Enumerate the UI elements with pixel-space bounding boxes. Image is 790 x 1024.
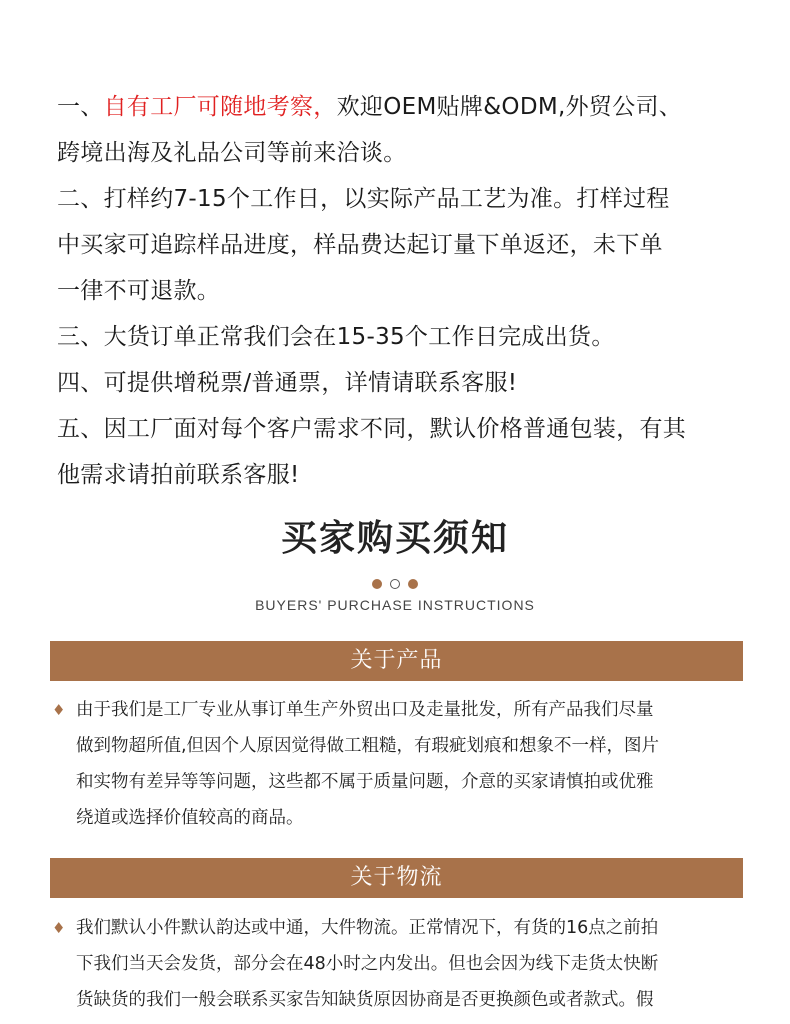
paragraph-line — [52, 692, 752, 728]
diamond-bullet-icon: ♦ — [52, 919, 66, 937]
intro-highlight: 自有工厂可随地考察， — [103, 94, 337, 120]
hollow-dot-icon — [390, 579, 400, 589]
paragraph-text: 由于我们是工厂专业从事订单生产外贸出口及走量批发，所有产品我们尽量 — [76, 700, 654, 720]
intro-line: 三、大货订单正常我们会在15-35个工作日完成出货。 — [57, 324, 615, 350]
intro-notes — [57, 84, 757, 498]
page-title: 买家购买须知 — [280, 518, 509, 559]
intro-line: 四、可提供增税票/普通票，详情请联系客服! — [57, 370, 518, 396]
dot-icon — [408, 579, 418, 589]
intro-line — [57, 84, 757, 130]
intro-line: 五、因工厂面对每个客户需求不同，默认价格普通包装，有其 — [57, 416, 687, 442]
diamond-bullet-icon: ♦ — [52, 701, 66, 719]
decorative-dots — [0, 577, 790, 591]
paragraph-line: 做到物超所值,但因个人原因觉得做工粗糙，有瑕疵划痕和想象不一样，图片 — [76, 736, 660, 756]
logistics-paragraph — [52, 910, 752, 1018]
paragraph-line: 下我们当天会发货，部分会在48小时之内发出。但也会因为线下走货太快断 — [76, 954, 659, 974]
intro-line-prefix: 一、 — [57, 94, 104, 120]
dot-icon — [372, 579, 382, 589]
intro-line: 他需求请拍前联系客服! — [57, 462, 300, 488]
paragraph-text: 我们默认小件默认韵达或中通，大件物流。正常情况下，有货的16点之前拍 — [76, 918, 659, 938]
paragraph-line — [52, 910, 752, 946]
section-bar-logistics: 关于物流 — [50, 858, 743, 898]
paragraph-line: 货缺货的我们一般会联系买家告知缺货原因协商是否更换颜色或者款式。假 — [76, 990, 654, 1010]
intro-line-rest: 欢迎OEM贴牌&ODM,外贸公司、 — [336, 94, 683, 120]
section-bar-product: 关于产品 — [50, 641, 743, 681]
page-subtitle: BUYERS' PURCHASE INSTRUCTIONS — [255, 597, 535, 613]
intro-line: 中买家可追踪样品进度，样品费达起订量下单返还，未下单 — [57, 232, 663, 258]
intro-line: 跨境出海及礼品公司等前来洽谈。 — [57, 140, 407, 166]
paragraph-line: 和实物有差异等等问题，这些都不属于质量问题，介意的买家请慎拍或优雅 — [76, 772, 654, 792]
intro-line: 二、打样约7-15个工作日，以实际产品工艺为准。打样过程 — [57, 186, 670, 212]
section-heading — [0, 513, 790, 613]
intro-line: 一律不可退款。 — [57, 278, 221, 304]
paragraph-line: 绕道或选择价值较高的商品。 — [76, 808, 304, 828]
product-paragraph — [52, 692, 752, 836]
